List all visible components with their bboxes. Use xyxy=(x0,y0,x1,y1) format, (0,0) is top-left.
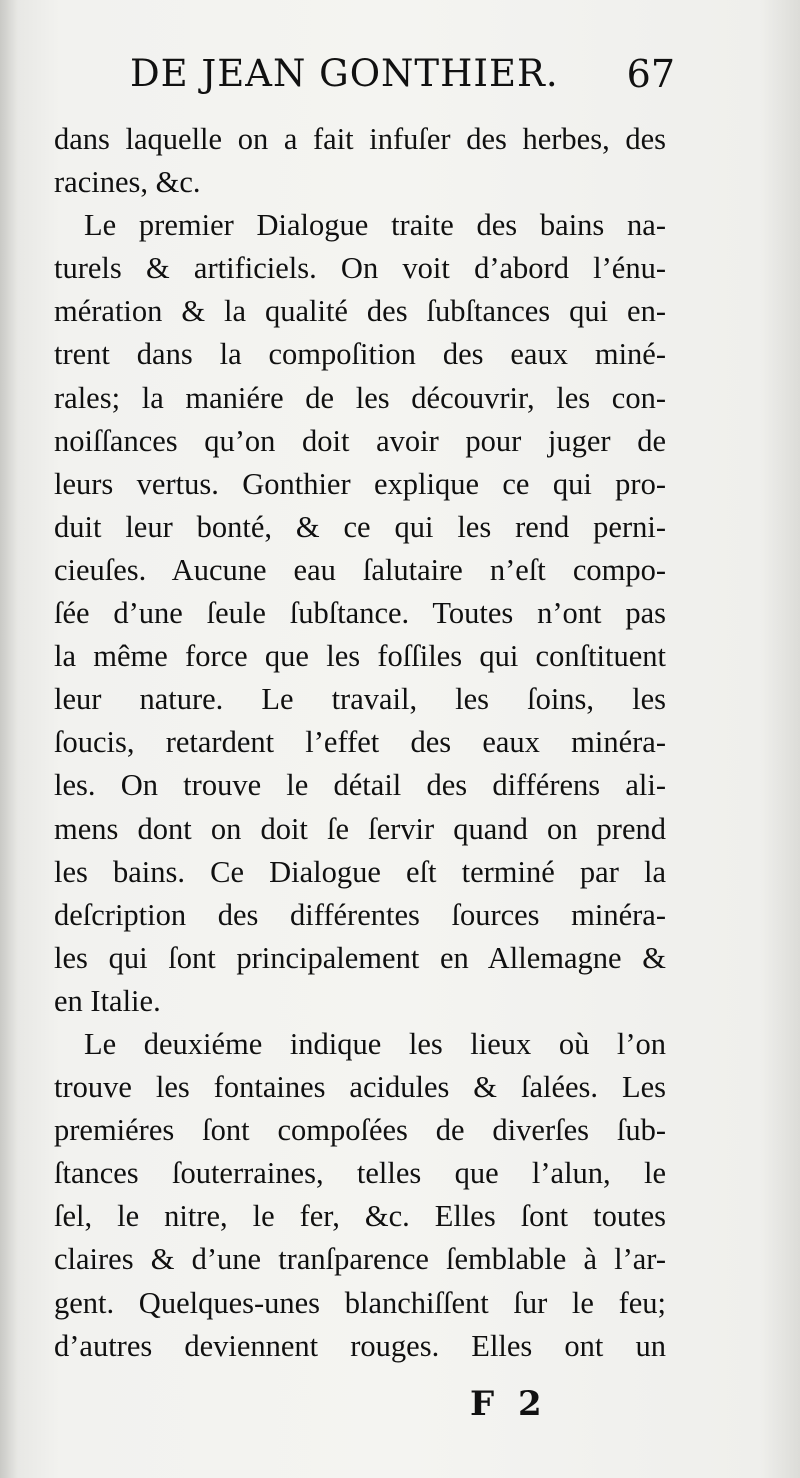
text-line: turels & artificiels. On voit d’abord l’énu- xyxy=(54,251,666,286)
running-head: DE JEAN GONTHIER. xyxy=(130,52,559,95)
text-line: cieuſes. Aucune eau ſalutaire n’eſt compo- xyxy=(54,552,666,587)
text-line: mens dont on doit ſe ſervir quand on prend xyxy=(54,811,666,846)
text-line: mération & la qualité des ſubſtances qui en- xyxy=(54,294,666,329)
text-line: claires & d’une tranſparence ſemblable à l’ar- xyxy=(54,1242,666,1277)
page-header xyxy=(130,48,675,108)
text-line: ſée d’une ſeule ſubſtance. Toutes n’ont pas xyxy=(54,596,666,631)
page-number: 67 xyxy=(626,52,675,96)
text-line: Le deuxiéme indique les lieux où l’on xyxy=(84,1026,666,1061)
text-line: trouve les fontaines acidules & ſalées. Les xyxy=(54,1070,666,1105)
text-line: premiéres ſont compoſées de diverſes ſub- xyxy=(54,1113,666,1148)
text-line: ſoucis, retardent l’effet des eaux minéra- xyxy=(54,725,666,760)
text-line: leur nature. Le travail, les ſoins, les xyxy=(54,682,666,717)
text-line: ſtances ſouterraines, telles que l’alun, le xyxy=(54,1156,666,1191)
text-line: rales; la maniére de les découvrir, les con- xyxy=(54,380,666,415)
text-line: la même force que les foſſiles qui conſtituent xyxy=(54,639,666,674)
text-line: gent. Quelques-unes blanchiſſent ſur le feu; xyxy=(54,1285,666,1320)
signature-mark: F 2 xyxy=(470,1384,548,1424)
text-line: leurs vertus. Gonthier explique ce qui pro- xyxy=(54,466,666,501)
text-line: noiſſances qu’on doit avoir pour juger de xyxy=(54,423,666,458)
text-line: Le premier Dialogue traite des bains na- xyxy=(84,208,666,243)
text-line: les bains. Ce Dialogue eſt terminé par la xyxy=(54,854,666,889)
text-line: ſel, le nitre, le fer, &c. Elles ſont toutes xyxy=(54,1199,666,1234)
text-line: racines, &c. xyxy=(54,165,201,200)
text-line: dans laquelle on a fait infuſer des herbes, des xyxy=(54,122,666,156)
text-line: d’autres deviennent rouges. Elles ont un xyxy=(54,1328,666,1363)
body-text xyxy=(54,118,666,1368)
text-line: les. On trouve le détail des différens ali- xyxy=(54,768,666,803)
text-line: les qui ſont principalement en Allemagne & xyxy=(54,940,666,975)
text-line: duit leur bonté, & ce qui les rend perni- xyxy=(54,509,666,544)
text-line: trent dans la compoſition des eaux miné- xyxy=(54,337,666,372)
text-line: deſcription des différentes ſources minéra- xyxy=(54,897,666,932)
text-line: en Italie. xyxy=(54,983,161,1018)
